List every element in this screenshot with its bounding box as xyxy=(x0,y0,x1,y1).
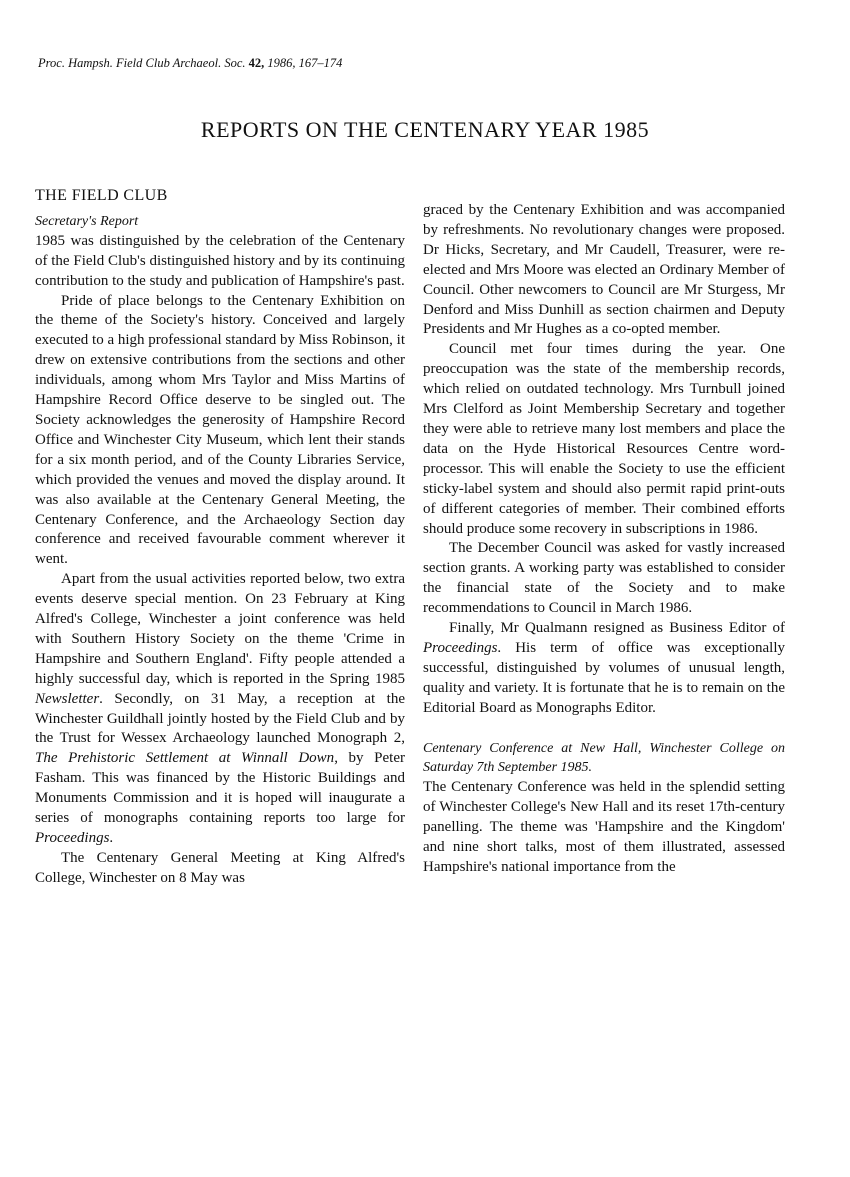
right-column xyxy=(423,201,785,878)
journal-name: Proc. Hampsh. Field Club Archaeol. Soc. xyxy=(38,56,246,70)
paragraph: Pride of place belongs to the Centenary Exhibition on the theme of the Society's history. Conceived and largely executed to a high professional standard by Miss Robinson, it drew on extensive contributions from the sections and other individuals, among whom Mrs Taylor and Miss Martins of Hampshire Record Office deserve to be singled out. The Society acknowledges the generosity of Hampshire Record Office and Winchester City Museum, which lent their stands for a six month period, and of the County Libraries Service, which provided the venues and moved the display around. It was also available at the Centenary General Meeting, the Centenary Conference, and the Archaeology Section day conference and received favourable comment wherever it went. xyxy=(35,292,405,568)
newsletter-title: Newsletter xyxy=(35,690,100,707)
paragraph: 1985 was distinguished by the celebration of the Centenary of the Field Club's distinguished history and by its continuing contribution to the study and publication of Hampshire's past. xyxy=(35,232,405,289)
paragraph: The December Council was asked for vastly increased section grants. A working party was established to consider the financial state of the Society and to make recommendations to Council in March 1986. xyxy=(423,540,785,617)
volume-number: 42, xyxy=(248,56,265,70)
paragraph: The Centenary General Meeting at King Alfred's College, Winchester on 8 May was xyxy=(35,849,405,886)
conference-subheading: Centenary Conference at New Hall, Winchester College on Saturday 7th September 1985. xyxy=(423,740,785,776)
secretary-report-subheading: Secretary's Report xyxy=(35,213,139,229)
paragraph: Finally, Mr Qualmann resigned as Business Editor of Proceedings. His term of office was exceptionally successful, distinguished by volumes of unusual length, quality and variety. It is fortunate that he is to remain on the Editorial Board as Monographs Editor. xyxy=(423,620,785,716)
year-pages: 1986, 167–174 xyxy=(267,56,343,70)
paragraph: The Centenary Conference was held in the splendid setting of Winchester College's New Hall and its reset 17th-century panelling. The theme was 'Hampshire and the Kingdom' and nine short talks, most of them illustrated, assessed Hampshire's national importance from the xyxy=(423,779,785,875)
paragraph: Council met four times during the year. One preoccupation was the state of the membership records, which relied on outdated technology. Mrs Turnbull joined Mrs Clelford as Joint Membership Secretary and together they were able to retrieve many lost members and place the data on the Hyde Historical Resources Centre word-processor. This will enable the Society to use the efficient sticky-label system and should also permit rapid print-outs of different categories of member. Their combined efforts should produce some recovery in subscriptions in 1986. xyxy=(423,341,785,537)
monograph-title: The Prehistoric Settlement at Winnall Down xyxy=(35,750,335,767)
running-header xyxy=(38,56,798,71)
section-heading: THE FIELD CLUB xyxy=(35,187,168,204)
paragraph: Apart from the usual activities reported below, two extra events deserve special mention. On 23 February at King Alfred's College, Winchester a joint conference was held with Southern History Society on the theme 'Crime in Hampshire and Southern England'. Fifty people attended a highly successful day, which is reported in the Spring 1985 Newsletter. Secondly, on 31 May, a reception at the Winchester Guildhall jointly hosted by the Field Club and by the Trust for Wessex Archaeology launched Monograph 2, The Prehistoric Settlement at Winnall Down, by Peter Fasham. This was financed by the Historic Buildings and Monuments Commission and it is hoped will inaugurate a series of monographs containing reports too large for Proceedings. xyxy=(35,571,405,846)
proceedings-title: Proceedings xyxy=(423,639,498,656)
page-title: REPORTS ON THE CENTENARY YEAR 1985 xyxy=(200,117,650,142)
paragraph: graced by the Centenary Exhibition and was accompanied by refreshments. No revolutionary changes were proposed. Dr Hicks, Secretary, and Mr Caudell, Treasurer, were re-elected and Mrs Moore was elected an Ordinary Member of Council. Other newcomers to Council are Mr Sturgess, Mr Denford and Miss Dunhill as section chairmen and Deputy Presidents and Mr Hughes as a co-opted member. xyxy=(423,202,785,338)
left-column xyxy=(35,186,405,889)
proceedings-title: Proceedings xyxy=(35,830,110,846)
